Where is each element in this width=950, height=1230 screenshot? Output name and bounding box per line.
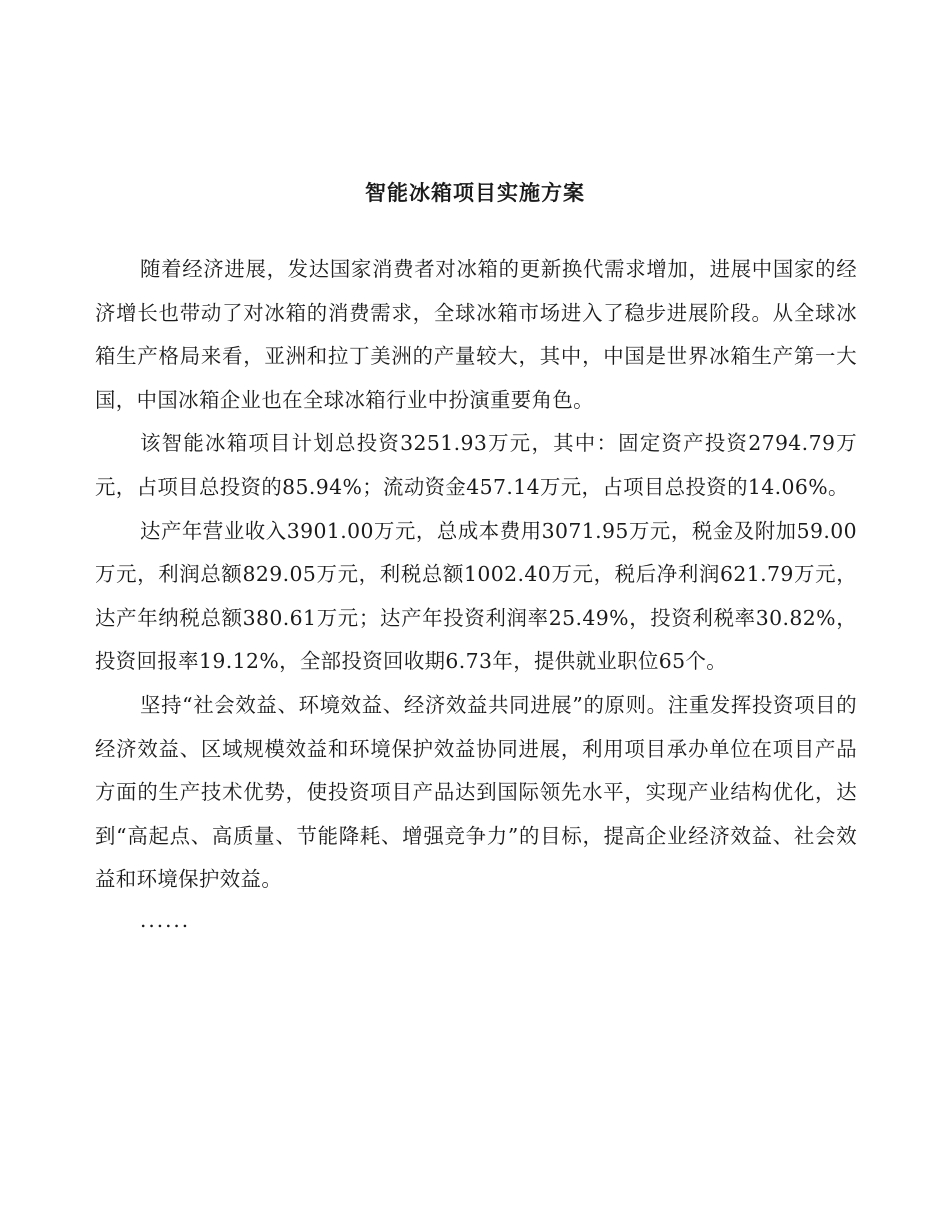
document-body	[95, 248, 857, 938]
paragraph-principles: 坚持“社会效益、环境效益、经济效益共同进展”的原则。注重发挥投资项目的经济效益、区域规模效益和环境保护效益协同进展，利用项目承办单位在项目产品方面的生产技术优势，使投资项目产品达到国际领先水平，实现产业结构优化，达到“高起点、高质量、节能降耗、增强竞争力”的目标，提高企业经济效益、社会效益和环境保护效益。	[95, 692, 857, 892]
paragraph-investment: 该智能冰箱项目计划总投资3251.93万元，其中：固定资产投资2794.79万元，占项目总投资的85.94%；流动资金457.14万元，占项目总投资的14.06%。	[95, 431, 857, 499]
paragraph-market-overview: 随着经济进展，发达国家消费者对冰箱的更新换代需求增加，进展中国家的经济增长也带动了对冰箱的消费需求，全球冰箱市场进入了稳步进展阶段。从全球冰箱生产格局来看，亚洲和拉丁美洲的产量较大，其中，中国是世界冰箱生产第一大国，中国冰箱企业也在全球冰箱行业中扮演重要角色。	[95, 257, 857, 412]
document-title: 智能冰箱项目实施方案	[365, 181, 585, 205]
continuation-ellipsis: ......	[140, 907, 191, 932]
paragraph-financials: 达产年营业收入3901.00万元，总成本费用3071.95万元，税金及附加59.00万元，利润总额829.05万元，利税总额1002.40万元，税后净利润621.79万元，达产年纳税总额380.61万元；达产年投资利润率25.49%，投资利税率30.82%，投资回报率19.12%，全部投资回收期6.73年，提供就业职位65个。	[95, 518, 857, 674]
